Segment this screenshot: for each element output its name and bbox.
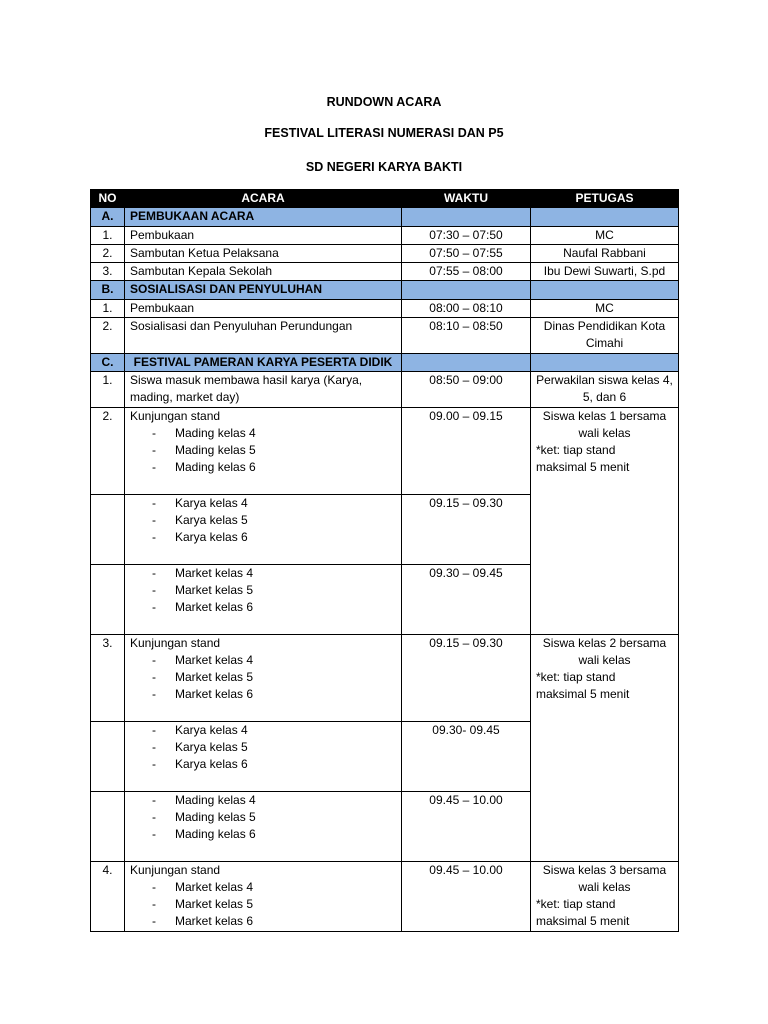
stand-name: Karya kelas 6 (175, 530, 248, 545)
row-acara: Sosialisasi dan Penyuluhan Perundungan (125, 318, 402, 354)
row-no: 3. (91, 634, 125, 721)
stand-name: Karya kelas 4 (175, 722, 248, 737)
rundown-table (90, 189, 679, 932)
section-title: SOSIALISASI DAN PENYULUHAN (125, 281, 402, 299)
dash-bullet: - (152, 460, 156, 475)
list-item (130, 809, 396, 826)
petugas-name: Siswa kelas 1 bersama wali kelas (542, 408, 667, 440)
dash-bullet: - (152, 652, 156, 667)
dash-bullet: - (152, 879, 156, 894)
row-waktu: 08:50 – 09:00 (402, 371, 531, 407)
dash-bullet: - (152, 443, 156, 458)
list-item (130, 459, 396, 476)
header-acara: ACARA (125, 190, 402, 208)
table-header-row (91, 190, 679, 208)
row-no: 2. (91, 244, 125, 262)
row-no: 2. (91, 407, 125, 494)
stand-name: Karya kelas 6 (175, 757, 248, 772)
row-acara (125, 721, 402, 791)
petugas-note: maksimal 5 menit (536, 914, 630, 929)
section-no: C. (91, 353, 125, 371)
table-row (91, 263, 679, 281)
list-item (130, 495, 396, 512)
section-title: PEMBUKAAN ACARA (125, 208, 402, 226)
document-title: RUNDOWN ACARA (326, 95, 442, 109)
dash-bullet: - (152, 792, 156, 807)
petugas-note: maksimal 5 menit (536, 687, 630, 702)
section-no: B. (91, 281, 125, 299)
stand-name: Market kelas 4 (175, 565, 254, 580)
row-acara: Siswa masuk membawa hasil karya (Karya, mading, market day) (125, 371, 402, 407)
stand-name: Market kelas 5 (175, 582, 254, 597)
list-item (130, 582, 396, 599)
row-petugas: Naufal Rabbani (531, 244, 679, 262)
list-item (130, 669, 396, 686)
section-row-c (91, 353, 679, 371)
list-item (130, 565, 396, 582)
row-waktu: 08:00 – 08:10 (402, 299, 531, 317)
dash-bullet: - (152, 722, 156, 737)
row-petugas: Perwakilan siswa kelas 4, 5, dan 6 (531, 371, 679, 407)
table-row (91, 861, 679, 931)
header-no: NO (91, 190, 125, 208)
row-waktu: 09.15 – 09.30 (402, 634, 531, 721)
list-item (130, 879, 396, 896)
row-waktu: 07:30 – 07:50 (402, 226, 531, 244)
list-item (130, 739, 396, 756)
event-title: FESTIVAL LITERASI NUMERASI DAN P5 (264, 126, 504, 140)
petugas-note: *ket: tiap stand (536, 443, 616, 458)
stand-list (130, 792, 396, 844)
section-row-a (91, 208, 679, 226)
visit-heading: Kunjungan stand (130, 862, 221, 877)
section-no: A. (91, 208, 125, 226)
stand-name: Market kelas 4 (175, 652, 254, 667)
dash-bullet: - (152, 827, 156, 842)
row-waktu: 08:10 – 08:50 (402, 318, 531, 354)
table-row (91, 244, 679, 262)
visit-heading: Kunjungan stand (130, 635, 221, 650)
list-item (130, 913, 396, 930)
table-row (91, 318, 679, 354)
row-waktu: 07:50 – 07:55 (402, 244, 531, 262)
table-row (91, 226, 679, 244)
row-petugas (531, 407, 679, 634)
petugas-note: *ket: tiap stand (536, 897, 616, 912)
list-item (130, 756, 396, 773)
stand-name: Market kelas 6 (175, 600, 254, 615)
row-no: 4. (91, 861, 125, 931)
petugas-note: maksimal 5 menit (536, 460, 630, 475)
dash-bullet: - (152, 513, 156, 528)
row-no (91, 494, 125, 564)
dash-bullet: - (152, 425, 156, 440)
row-petugas (531, 861, 679, 931)
dash-bullet: - (152, 914, 156, 929)
row-petugas: Ibu Dewi Suwarti, S.pd (531, 263, 679, 281)
list-item (130, 512, 396, 529)
row-acara (125, 861, 402, 931)
table-row (91, 634, 679, 721)
row-acara (125, 494, 402, 564)
list-item (130, 425, 396, 442)
stand-list (130, 722, 396, 774)
dash-bullet: - (152, 530, 156, 545)
school-name: SD NEGERI KARYA BAKTI (305, 160, 463, 174)
row-acara: Sambutan Kepala Sekolah (125, 263, 402, 281)
row-no (91, 791, 125, 861)
row-acara: Pembukaan (125, 299, 402, 317)
stand-name: Market kelas 4 (175, 879, 254, 894)
row-acara (125, 634, 402, 721)
stand-list (130, 565, 396, 617)
list-item (130, 826, 396, 843)
row-acara (125, 791, 402, 861)
row-waktu: 09.45 – 10.00 (402, 861, 531, 931)
row-waktu: 09.15 – 09.30 (402, 494, 531, 564)
dash-bullet: - (152, 740, 156, 755)
stand-name: Mading kelas 4 (175, 792, 256, 807)
row-waktu: 07:55 – 08:00 (402, 263, 531, 281)
row-acara (125, 407, 402, 494)
table-row (91, 299, 679, 317)
list-item (130, 599, 396, 616)
table-row (91, 371, 679, 407)
dash-bullet: - (152, 495, 156, 510)
stand-list (130, 425, 396, 477)
list-item (130, 722, 396, 739)
stand-name: Mading kelas 6 (175, 460, 256, 475)
row-no: 2. (91, 318, 125, 354)
list-item (130, 442, 396, 459)
row-acara: Pembukaan (125, 226, 402, 244)
stand-name: Karya kelas 5 (175, 740, 248, 755)
list-item (130, 686, 396, 703)
petugas-name: Siswa kelas 2 bersama wali kelas (542, 635, 667, 667)
row-waktu: 09.45 – 10.00 (402, 791, 531, 861)
dash-bullet: - (152, 757, 156, 772)
stand-list (130, 652, 396, 704)
section-row-b (91, 281, 679, 299)
row-no: 1. (91, 299, 125, 317)
stand-name: Market kelas 5 (175, 670, 254, 685)
row-waktu: 09.00 – 09.15 (402, 407, 531, 494)
dash-bullet: - (152, 809, 156, 824)
dash-bullet: - (152, 582, 156, 597)
row-no (91, 721, 125, 791)
stand-name: Mading kelas 6 (175, 827, 256, 842)
section-title: FESTIVAL PAMERAN KARYA PESERTA DIDIK (125, 353, 402, 371)
petugas-name: Siswa kelas 3 bersama wali kelas (542, 862, 667, 894)
row-waktu: 09.30 – 09.45 (402, 564, 531, 634)
header-waktu: WAKTU (402, 190, 531, 208)
list-item (130, 529, 396, 546)
list-item (130, 792, 396, 809)
dash-bullet: - (152, 670, 156, 685)
dash-bullet: - (152, 600, 156, 615)
list-item (130, 652, 396, 669)
stand-list (130, 495, 396, 547)
row-petugas: MC (531, 226, 679, 244)
stand-name: Mading kelas 4 (175, 425, 256, 440)
stand-name: Market kelas 5 (175, 897, 254, 912)
stand-name: Market kelas 6 (175, 914, 254, 929)
row-petugas: MC (531, 299, 679, 317)
stand-name: Karya kelas 5 (175, 513, 248, 528)
stand-name: Market kelas 6 (175, 687, 254, 702)
row-no: 3. (91, 263, 125, 281)
row-no (91, 564, 125, 634)
stand-name: Mading kelas 5 (175, 443, 256, 458)
dash-bullet: - (152, 897, 156, 912)
row-no: 1. (91, 226, 125, 244)
list-item (130, 896, 396, 913)
row-waktu: 09.30- 09.45 (402, 721, 531, 791)
petugas-note: *ket: tiap stand (536, 670, 616, 685)
row-petugas: Dinas Pendidikan Kota Cimahi (531, 318, 679, 354)
table-row (91, 407, 679, 494)
row-petugas (531, 634, 679, 861)
dash-bullet: - (152, 565, 156, 580)
visit-heading: Kunjungan stand (130, 408, 221, 423)
row-acara: Sambutan Ketua Pelaksana (125, 244, 402, 262)
stand-list (130, 879, 396, 931)
header-petugas: PETUGAS (531, 190, 679, 208)
stand-name: Karya kelas 4 (175, 495, 248, 510)
row-no: 1. (91, 371, 125, 407)
row-acara (125, 564, 402, 634)
stand-name: Mading kelas 5 (175, 809, 256, 824)
dash-bullet: - (152, 687, 156, 702)
